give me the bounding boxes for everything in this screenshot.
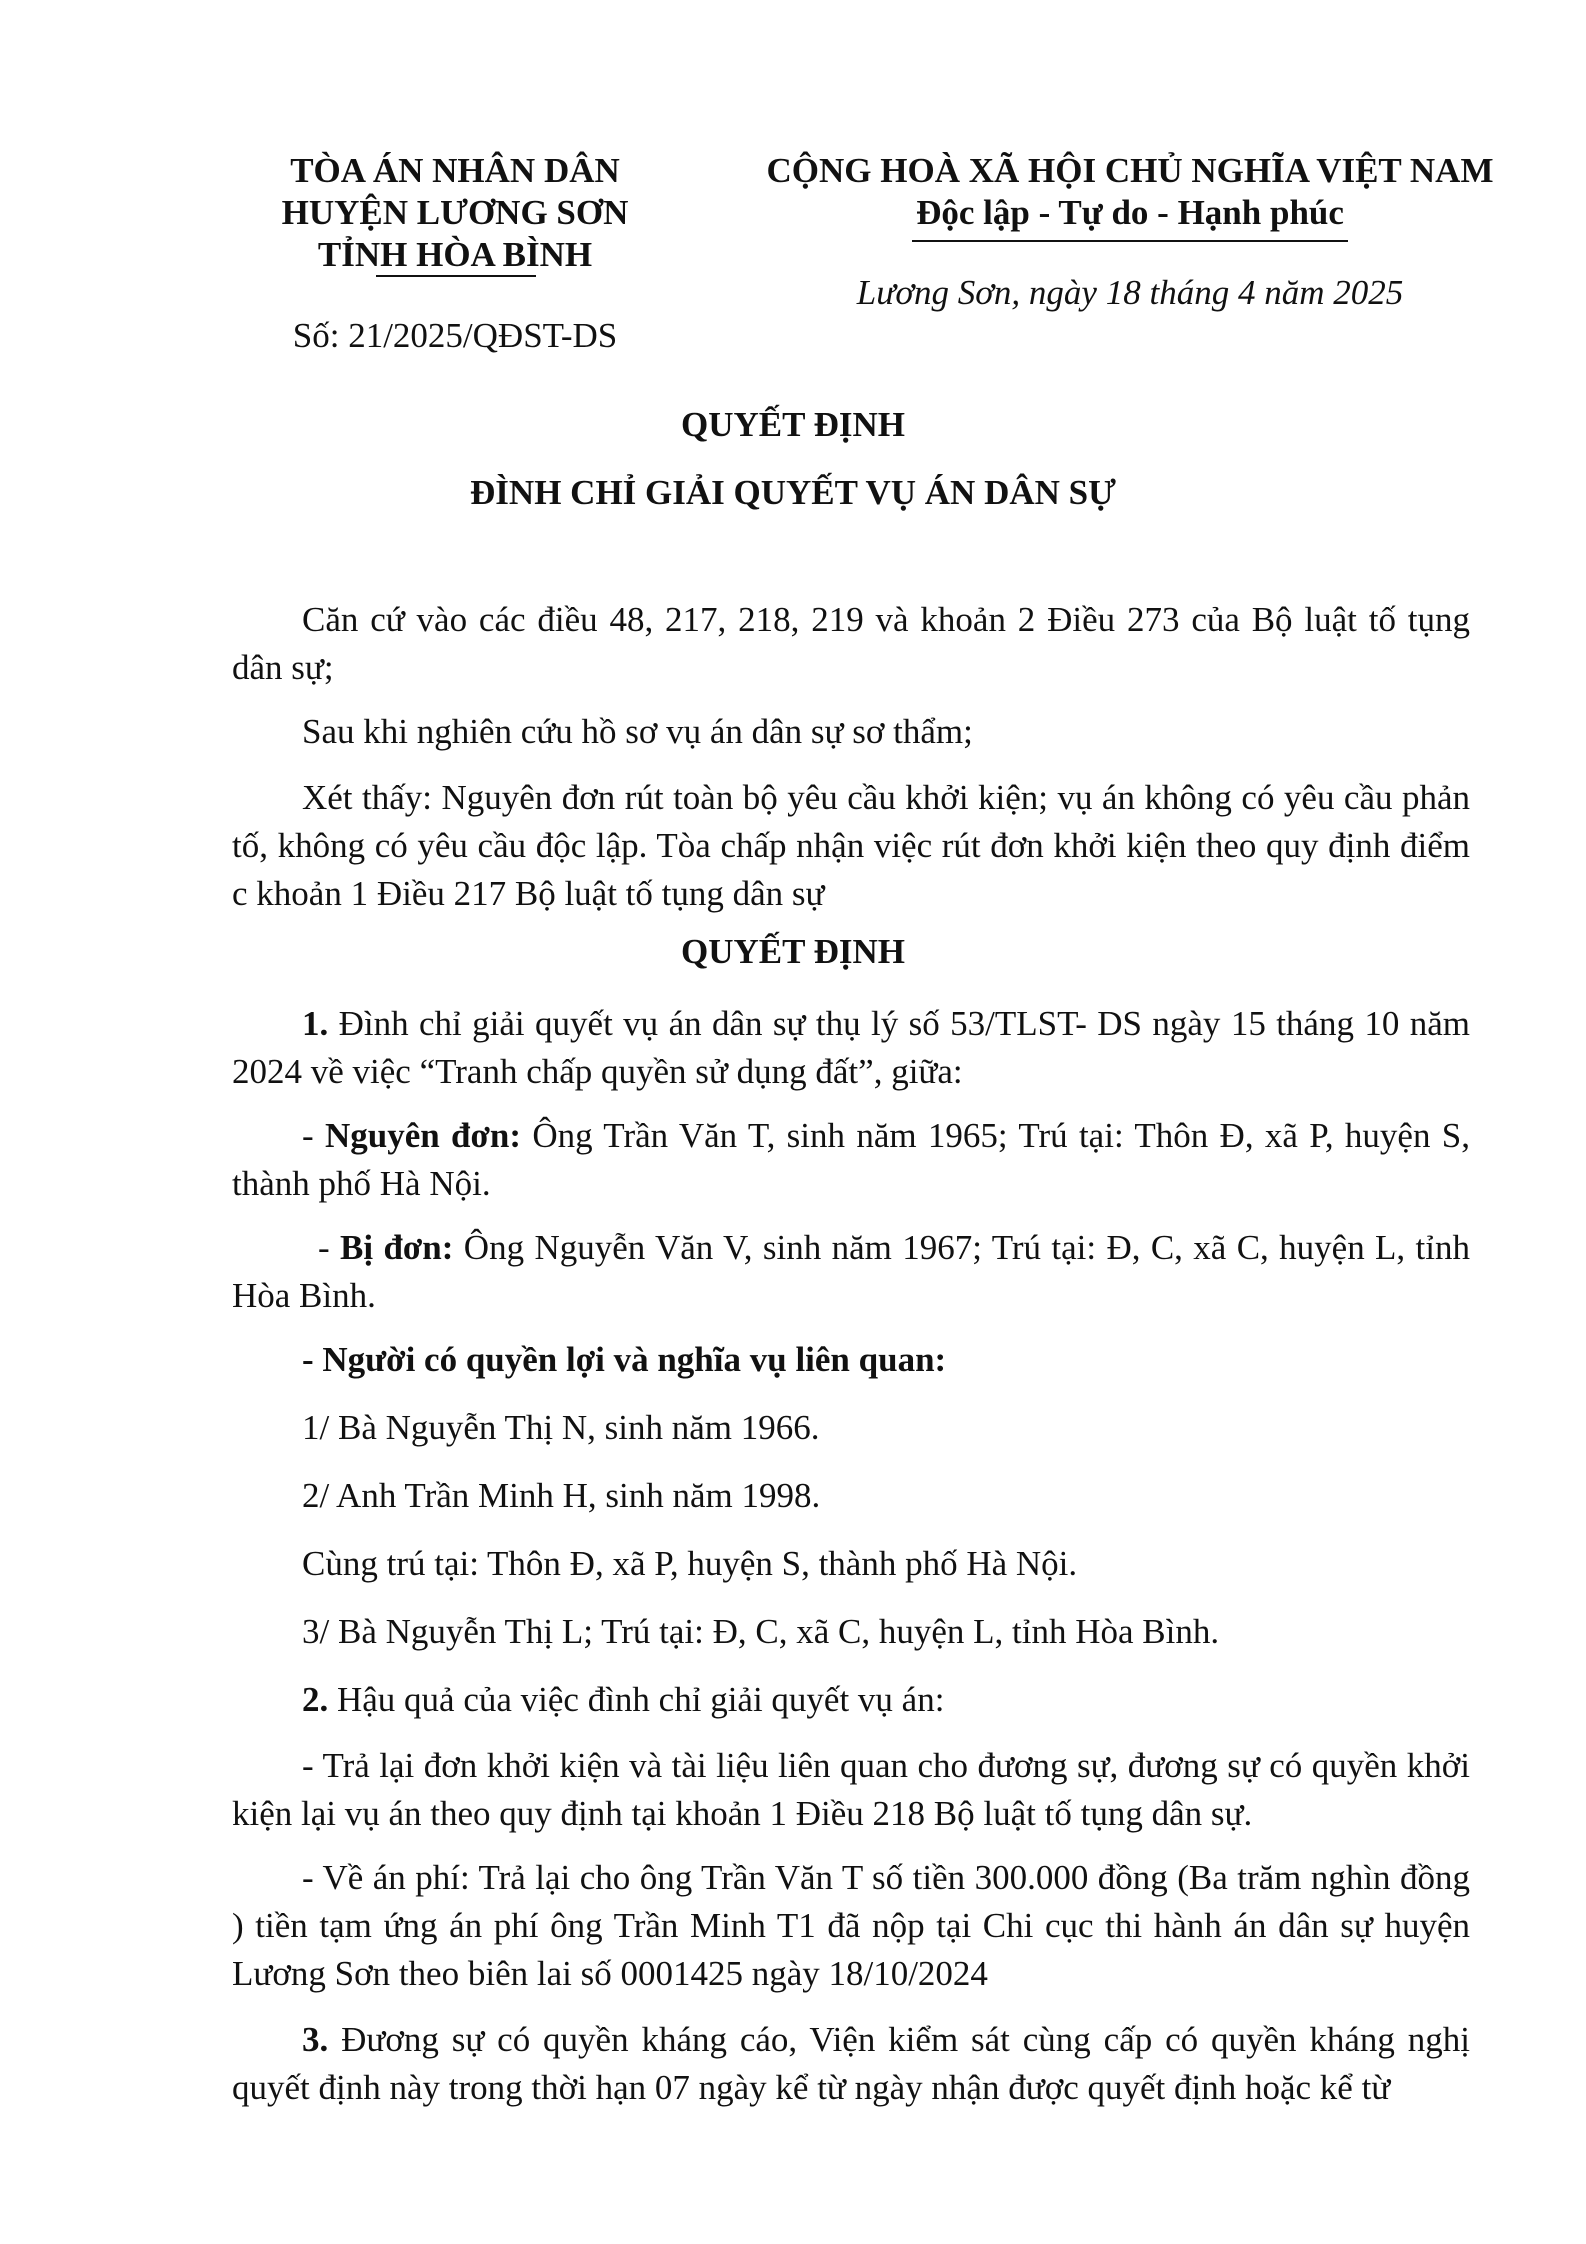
decision-heading: QUYẾT ĐỊNH bbox=[681, 932, 905, 971]
document-number: Số: 21/2025/QĐST-DS bbox=[292, 316, 618, 355]
court-underline bbox=[376, 275, 536, 277]
item-1-text: Đình chỉ giải quyết vụ án dân sự thụ lý số 53/TLST- DS ngày 15 tháng 10 năm 2024 về việc “Tranh chấp quyền sử dụng đất”, giữa: bbox=[232, 1004, 1470, 1091]
court-fee-paragraph: - Về án phí: Trả lại cho ông Trần Văn T số tiền 300.000 đồng (Ba trăm nghìn đồng ) tiền tạm ứng án phí ông Trần Minh T1 đã nộp tại Chi cục thi hành án dân sự huyện Lương Sơn theo biên lai số 0001425 ngày 18/10/2024 bbox=[232, 1858, 1470, 1993]
plaintiff-paragraph bbox=[232, 1112, 1470, 1208]
court-name-block bbox=[230, 150, 680, 276]
related-party-3: 3/ Bà Nguyễn Thị L; Trú tại: Đ, C, xã C, huyện L, tỉnh Hòa Bình. bbox=[302, 1612, 1220, 1651]
document-title: QUYẾT ĐỊNH bbox=[681, 405, 905, 444]
defendant-paragraph bbox=[232, 1224, 1470, 1320]
item-2-text: Hậu quả của việc đình chỉ giải quyết vụ án: bbox=[328, 1680, 945, 1719]
item-2-paragraph bbox=[232, 1676, 1470, 1724]
shared-residence: Cùng trú tại: Thôn Đ, xã P, huyện S, thành phố Hà Nội. bbox=[302, 1544, 1078, 1583]
related-party-1: 1/ Bà Nguyễn Thị N, sinh năm 1966. bbox=[302, 1408, 820, 1447]
item-3-number: 3. bbox=[302, 2020, 329, 2059]
national-title: CỘNG HOÀ XÃ HỘI CHỦ NGHĨA VIỆT NAM bbox=[766, 151, 1494, 190]
item-1-paragraph bbox=[232, 1000, 1470, 1096]
plaintiff-text: Ông Trần Văn T, sinh năm 1965; Trú tại: Thôn Đ, xã P, huyện S, thành phố Hà Nội. bbox=[232, 1116, 1470, 1203]
item-1-number: 1. bbox=[302, 1004, 329, 1043]
related-party-2: 2/ Anh Trần Minh H, sinh năm 1998. bbox=[302, 1476, 821, 1515]
plaintiff-label: Nguyên đơn: bbox=[324, 1116, 522, 1155]
defendant-label: Bị đơn: bbox=[340, 1228, 454, 1267]
review-paragraph: Sau khi nghiên cứu hồ sơ vụ án dân sự sơ thẩm; bbox=[302, 712, 973, 751]
motto-underline bbox=[912, 240, 1348, 242]
court-name-line: HUYỆN LƯƠNG SƠN bbox=[281, 193, 629, 232]
document-subtitle: ĐÌNH CHỈ GIẢI QUYẾT VỤ ÁN DÂN SỰ bbox=[470, 473, 1116, 512]
return-petition-paragraph: - Trả lại đơn khởi kiện và tài liệu liên quan cho đương sự, đương sự có quyền khởi kiện lại vụ án theo quy định tại khoản 1 Điều 218 Bộ luật tố tụng dân sự. bbox=[232, 1746, 1470, 1833]
legal-basis-paragraph: Căn cứ vào các điều 48, 217, 218, 219 và khoản 2 Điều 273 của Bộ luật tố tụng dân sự; bbox=[232, 600, 1470, 687]
national-motto: Độc lập - Tự do - Hạnh phúc bbox=[916, 193, 1344, 232]
place-date: Lương Sơn, ngày 18 tháng 4 năm 2025 bbox=[856, 273, 1404, 312]
related-parties-label: - Người có quyền lợi và nghĩa vụ liên quan: bbox=[302, 1340, 947, 1379]
defendant-text: Ông Nguyễn Văn V, sinh năm 1967; Trú tại: Đ, C, xã C, huyện L, tỉnh Hòa Bình. bbox=[232, 1228, 1471, 1315]
item-3-text: Đương sự có quyền kháng cáo, Viện kiểm sát cùng cấp có quyền kháng nghị quyết định này trong thời hạn 07 ngày kể từ ngày nhận được quyết định hoặc kể từ bbox=[232, 2020, 1470, 2107]
plaintiff-prefix: - bbox=[302, 1116, 325, 1155]
court-name-line: TÒA ÁN NHÂN DÂN bbox=[290, 151, 620, 190]
court-name-line: TỈNH HÒA BÌNH bbox=[317, 235, 593, 274]
defendant-prefix: - bbox=[318, 1228, 341, 1267]
item-2-number: 2. bbox=[302, 1680, 329, 1719]
item-3-paragraph bbox=[232, 2016, 1470, 2112]
consideration-paragraph: Xét thấy: Nguyên đơn rút toàn bộ yêu cầu khởi kiện; vụ án không có yêu cầu phản tố, không có yêu cầu độc lập. Tòa chấp nhận việc rút đơn khởi kiện theo quy định điểm c khoản 1 Điều 217 Bộ luật tố tụng dân sự bbox=[232, 778, 1470, 913]
